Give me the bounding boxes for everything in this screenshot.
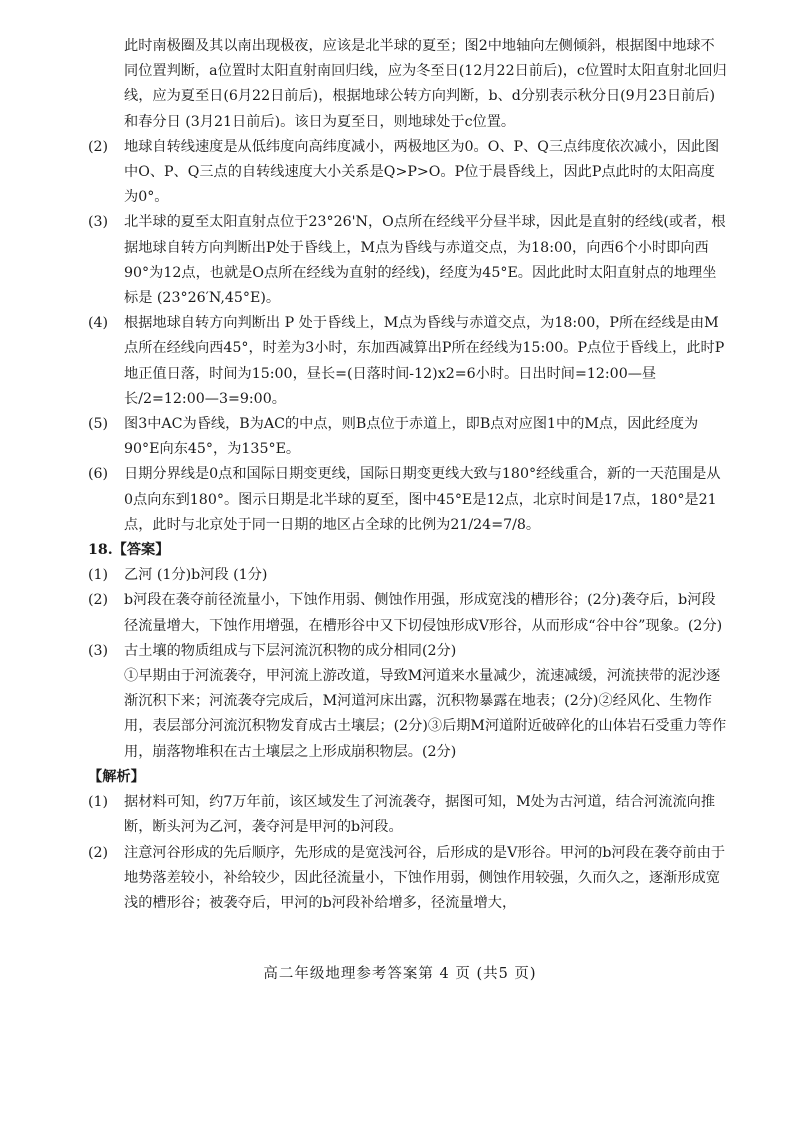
item-text: 根据地球自转方向判断出 P 处于昏线上，M点为昏线与赤道交点，为18:00，P所在经线是由M点所在经线向西45°，时差为3小时，东加西减算出P所在经线为15:00。P点位于昏线上，此时P地正值日落，时间为15:00，昼长=(日落时间-12)x2=6小时。日出时间=12:00—昼长/2=12:00—3=9:00。 xyxy=(124,315,725,407)
item-text: 图3中AC为昏线，B为AC的中点，则B点位于赤道上，即B点对应图1中的M点，因此经度为90°E向东45°，为135°E。 xyxy=(124,416,699,458)
item-text: 古土壤的物质组成与下层河流沉积物的成分相同(2分) xyxy=(124,642,457,659)
item-number: (6) xyxy=(88,466,109,483)
item-number: (3) xyxy=(88,214,109,231)
page-content xyxy=(88,34,728,916)
item-number: (5) xyxy=(88,416,109,433)
answer-part-1: 乙河 (1分) xyxy=(124,567,192,584)
item-text: 日期分界线是0点和国际日期变更线，国际日期变更线大致与180°经线重合，新的一天范围是从0点向东到180°。图示日期是北半球的夏至，图中45°E是12点，北京时间是17点，180°是21点，此时与北京处于同一日期的地区占全球的比例为21/24=7/8。 xyxy=(124,466,721,533)
q17-item-4 xyxy=(88,311,728,412)
q18-analysis-heading: 【解析】 xyxy=(88,768,145,785)
item-number: (1) xyxy=(88,567,109,584)
item-number: (2) xyxy=(88,138,109,155)
q18-analysis-2 xyxy=(88,841,728,917)
q17-item-5 xyxy=(88,412,728,462)
q18-answer-3-detail: ①早期由于河流袭夺，甲河流上游改道，导致M河道来水量减少，流速减缓，河流挟带的泥沙逐渐沉积下来；河流袭夺完成后，M河道河床出露，沉积物暴露在地表；(2分)②经风化、生物作用，表层部分河流沉积物发育成古土壤层；(2分)③后期M河道附近破碎化的山体岩石受重力等作用，崩落物堆积在古土壤层之上形成崩积物层。(2分) xyxy=(124,668,727,760)
q17-continued-paragraph: 此时南极圈及其以南出现极夜，应该是北半球的夏至；图2中地轴向左侧倾斜，根据图中地球不同位置判断，a位置时太阳直射南回归线，应为冬至日(12月22日前后)，c位置时太阳直射北回归线，应为夏至日(6月22日前后)，根据地球公转方向判断，b、d分别表示秋分日(9月23日前后)和春分日 (3月21日前后)。该日为夏至日，则地球处于c位置。 xyxy=(124,38,727,130)
item-number: (4) xyxy=(88,315,109,332)
item-number: (1) xyxy=(88,794,109,811)
item-text: b河段在袭夺前径流量小，下蚀作用弱、侧蚀作用强，形成宽浅的槽形谷；(2分)袭夺后，b河段径流量增大，下蚀作用增强，在槽形谷中又下切侵蚀形成V形谷，从而形成“谷中谷”现象。(2分) xyxy=(124,592,723,634)
q18-answer-2 xyxy=(88,588,728,638)
q17-item-2 xyxy=(88,135,728,211)
item-text: 北半球的夏至太阳直射点位于23°26'N，O点所在经线平分昼半球，因此是直射的经线(或者，根据地球自转方向判断出P处于昏线上，M点为昏线与赤道交点，为18:00，向西6个小时即向西90°为12点，也就是O点所在经线为直射的经线)，经度为45°E。因此此时太阳直射点的地理坐标是 (23°26′N,45°E)。 xyxy=(124,214,726,307)
q18-answer-3 xyxy=(88,639,728,664)
q18-answer-heading: 18.【答案】 xyxy=(88,542,170,559)
item-number: (3) xyxy=(88,642,109,659)
item-text: 注意河谷形成的先后顺序，先形成的是宽浅河谷，后形成的是V形谷。甲河的b河段在袭夺前由于地势落差较小，补给较少，因此径流量小，下蚀作用弱，侧蚀作用较强，久而久之，逐渐形成宽浅的槽形谷；被袭夺后，甲河的b河段补给增多，径流量增大， xyxy=(124,844,726,911)
answer-part-2: b河段 (1分) xyxy=(191,567,268,584)
item-number: (2) xyxy=(88,844,109,861)
page-footer: 高二年级地理参考答案第 4 页 (共5 页) xyxy=(263,966,537,982)
q17-item-6 xyxy=(88,462,728,538)
item-text: 据材料可知，约7万年前，该区域发生了河流袭夺，据图可知，M处为古河道，结合河流流向推断，断头河为乙河，袭夺河是甲河的b河段。 xyxy=(124,794,716,836)
item-text: 地球自转线速度是从低纬度向高纬度减小，两极地区为0。O、P、Q三点纬度依次减小，因此图中O、P、Q三点的自转线速度大小关系是Q>P>O。P位于晨昏线上，因此P点此时的太阳高度为0°。 xyxy=(124,138,720,206)
item-number: (2) xyxy=(88,592,109,609)
q17-item-3 xyxy=(88,210,728,311)
q18-analysis-1 xyxy=(88,790,728,840)
q18-answer-1 xyxy=(88,563,728,588)
